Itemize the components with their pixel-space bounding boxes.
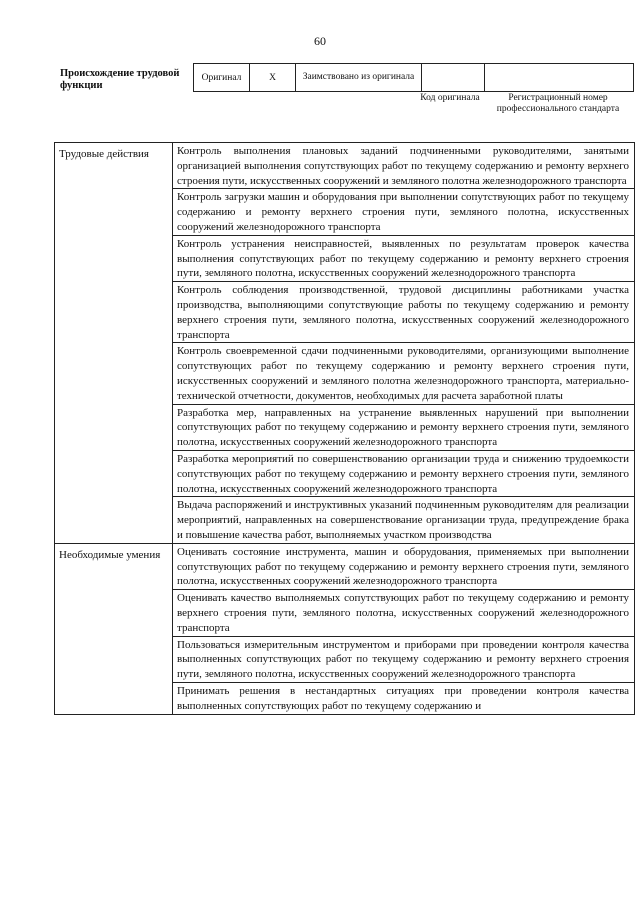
labor-action-item: Контроль выполнения плановых заданий подчиненными руководителями, занятыми организацией выполнения сопутствующих работ по текущему содержанию и ремонту верхнего строения пути, искусственных сооружений и земляного полотна железнодорожного транспорта [173, 143, 635, 189]
page-number: 60 [314, 34, 326, 48]
origin-table [193, 63, 634, 92]
labor-action-item: Контроль соблюдения производственной, трудовой дисциплины работниками участка производства, выполняющими сопутствующие работы по текущему содержанию и ремонту верхнего строения пути, земляного полотна, искусственных сооружений железнодорожного транспорта [173, 282, 635, 343]
category-required-skills: Необходимые умения [55, 543, 173, 714]
labor-action-item: Выдача распоряжений и инструктивных указаний подчиненным руководителям для реализации мероприятий, направленных на совершенствование организации труда, предупреждение брака и повышение качества работ, выполняемых участком производства [173, 497, 635, 543]
labor-action-item: Разработка мероприятий по совершенствованию организации труда и снижению трудоемкости сопутствующих работ по текущему содержанию и ремонту верхнего строения пути, земляного полотна, искусственных сооружений железнодорожного транспорта [173, 450, 635, 496]
table-row [55, 543, 635, 589]
function-table [54, 142, 635, 715]
skill-item-text: Принимать решения в нестандартных ситуациях при проведении контроля качества выполненных сопутствующих работ по текущему содержанию и [177, 684, 629, 712]
borrowed-cell: Заимствовано из оригинала [296, 64, 422, 92]
reg-caption: Регистрационный номер профессионального стандарта [496, 93, 620, 114]
skill-item-partial [173, 682, 635, 714]
labor-action-item: Контроль устранения неисправностей, выявленных по результатам проверок качества выполнения сопутствующих работ по текущему содержанию и ремонту верхнего строения пути, земляного полотна, искусственных сооружений железнодорожного транспорта [173, 235, 635, 281]
original-mark: X [250, 64, 296, 92]
skill-item: Оценивать состояние инструмента, машин и оборудования, применяемых при выполнении сопутствующих работ по текущему содержанию и ремонту верхнего строения пути, земляного полотна, искусственных сооружений железнодорожного транспорта [173, 543, 635, 589]
skill-item: Пользоваться измерительным инструментом и приборами при проведении контроля качества выполненных сопутствующих работ по текущему содержанию и ремонту верхнего строения пути, земляного полотна, искусственных сооружений железнодорожного транспорта [173, 636, 635, 682]
labor-action-item: Контроль загрузки машин и оборудования при выполнении сопутствующих работ по текущему содержанию и ремонту верхнего строения пути, земляного полотна, искусственных сооружений железнодорожного транспорта [173, 189, 635, 235]
labor-action-item: Разработка мер, направленных на устранение выявленных нарушений при выполнении сопутствующих работ по текущему содержанию и ремонту верхнего строения пути, земляного полотна, искусственных сооружений железнодорожного транспорта [173, 404, 635, 450]
labor-action-item: Контроль своевременной сдачи подчиненными руководителями, организующими выполнение сопутствующих работ по текущему содержанию и ремонту верхнего строения пути, искусственных сооружений и земляного полотна железнодорожного транспорта, материально-технической отчетности, документов, необходимых для расчета заработной платы [173, 343, 635, 404]
reg-number-cell [485, 64, 634, 92]
category-labor-actions: Трудовые действия [55, 143, 173, 544]
origin-label: Происхождение трудовой функции [60, 68, 180, 91]
original-cell: Оригинал [194, 64, 250, 92]
code-cell [422, 64, 485, 92]
code-caption: Код оригинала [420, 93, 480, 103]
table-row [55, 143, 635, 189]
skill-item: Оценивать качество выполняемых сопутствующих работ по текущему содержанию и ремонту верхнего строения пути, земляного полотна, искусственных сооружений железнодорожного транспорта [173, 590, 635, 636]
